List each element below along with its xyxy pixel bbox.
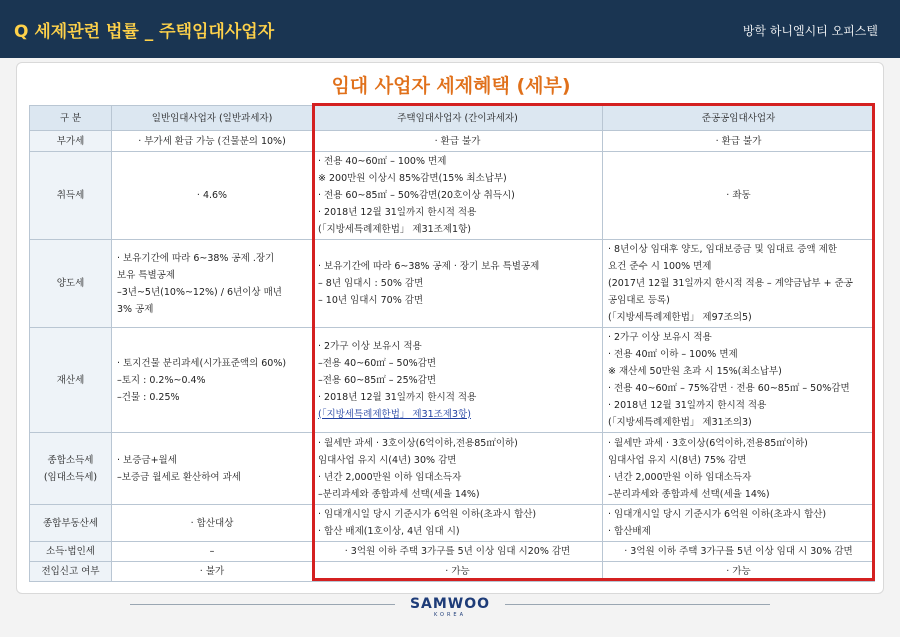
cell-line: · 합산배제 [608, 526, 651, 537]
cell-line: · 가능 [445, 566, 470, 577]
cell-line: · 보증금+월세 [117, 454, 177, 466]
cell-line: · 전용 60~85㎡ – 50%감면(20호이상 취득시) [318, 190, 515, 201]
table-row [30, 328, 875, 433]
public-cell [603, 562, 875, 582]
cell-line: · 년간 2,000만원 이하 임대소득자 [318, 471, 462, 483]
table-row [30, 240, 875, 328]
row-label [30, 131, 112, 152]
row-label [30, 240, 112, 328]
general-cell [112, 152, 313, 240]
general-cell [112, 433, 313, 505]
cell-line: · 보유기간에 따라 6~38% 공제 · 장기 보유 특별공제 [318, 261, 540, 272]
content-panel [16, 62, 884, 594]
public-cell [603, 505, 875, 542]
cell-line: · 토지건물 분리과세(시가표준액의 60%) [117, 357, 287, 369]
cell-line: ※ 재산세 50만원 초과 시 15%(최소납부) [608, 366, 782, 377]
header-title: Q 세제관련 법률 _ 주택임대사업자 [14, 22, 275, 42]
column-header: 구 분 [30, 106, 112, 131]
cell-line: –분리과세와 종합과세 선택(세율 14%) [318, 488, 480, 500]
table-row [30, 433, 875, 505]
cell-line: · 2018년 12월 31일까지 한시적 적용 [318, 207, 477, 218]
cell-line: · 월세만 과세 · 3호이상(6억이하,전용85㎡이하) [608, 437, 808, 449]
table-row [30, 542, 875, 562]
public-cell [603, 131, 875, 152]
cell-line: · 합산대상 [190, 517, 234, 529]
cell-line: 종합소득세 [47, 454, 94, 466]
cell-line: 양도세 [56, 278, 85, 289]
housing-cell [313, 328, 603, 433]
cell-line: · 2018년 12월 31일까지 한시적 적용 [318, 391, 477, 403]
logo-subtext: KOREA [434, 612, 466, 618]
cell-line: – 10년 임대시 70% 감면 [318, 295, 424, 306]
general-cell [112, 131, 313, 152]
cell-line: 공임대로 등록) [608, 295, 670, 306]
cell-line: · 부가세 환급 가능 (건물분의 10%) [138, 135, 286, 147]
cell-line: · 환급 불가 [715, 135, 762, 147]
cell-line: · 전용 40~60㎡ – 75%감면 · 전용 60~85㎡ – 50%감면 [608, 383, 850, 394]
cell-line: – [209, 546, 215, 557]
cell-line: (「지방세특례제한법」 제31조의3) [608, 417, 752, 428]
general-cell [112, 240, 313, 328]
housing-cell [313, 240, 603, 328]
cell-line: · 임대개시일 당시 기준시가 6억원 이하(초과시 합산) [318, 509, 537, 520]
column-header: 주택임대사업자 (간이과세자) [313, 106, 603, 131]
cell-line: –건물 : 0.25% [117, 391, 180, 403]
column-header: 준공공임대사업자 [603, 106, 875, 131]
housing-cell [313, 505, 603, 542]
housing-cell [313, 562, 603, 582]
cell-line: · 월세만 과세 · 3호이상(6억이하,전용85㎡이하) [318, 437, 518, 449]
cell-line: · 2가구 이상 보유시 적용 [318, 340, 422, 352]
public-cell [603, 240, 875, 328]
row-label [30, 328, 112, 433]
cell-line: (「지방세특례제한법」 제97조의5) [608, 312, 752, 323]
housing-cell [313, 542, 603, 562]
row-label [30, 542, 112, 562]
row-label [30, 433, 112, 505]
cell-line: · 합산 배제(1호이상, 4년 임대 시) [318, 526, 460, 537]
cell-line: –전용 40~60㎡ – 50%감면 [318, 357, 437, 369]
cell-line: · 불가 [199, 566, 225, 577]
top-banner [0, 0, 900, 58]
cell-line: · 전용 40㎡ 이하 – 100% 면제 [608, 349, 738, 360]
logo-text: SAMWOO [409, 596, 491, 612]
cell-line: · 임대개시일 당시 기준시가 6억원 이하(초과시 합산) [608, 509, 827, 520]
law-reference-link[interactable]: (「지방세특례제한법」 제31조제3항) [318, 408, 471, 420]
table-row [30, 562, 875, 582]
cell-line: 종합부동산세 [42, 517, 99, 529]
table-row [30, 131, 875, 152]
row-label [30, 152, 112, 240]
column-header: 일반임대사업자 (일반과세자) [112, 106, 313, 131]
cell-line: 소득·법인세 [46, 546, 95, 557]
cell-line: 보유 특별공제 [117, 269, 176, 281]
cell-line: · 2018년 12월 31일까지 한시적 적용 [608, 400, 767, 411]
cell-line: · 보유기간에 따라 6~38% 공제 .장기 [117, 252, 275, 264]
cell-line: 임대사업 유지 시(8년) 75% 감면 [608, 454, 747, 466]
housing-cell [313, 433, 603, 505]
row-label [30, 505, 112, 542]
table-header-row [30, 106, 875, 131]
housing-cell [313, 131, 603, 152]
cell-line: (2017년 12월 31일까지 한시적 적용 – 계약금납부 + 준공 [608, 278, 853, 289]
cell-line: –보증금 월세로 환산하여 과세 [117, 471, 241, 483]
general-cell [112, 328, 313, 433]
cell-line: · 4.6% [196, 190, 228, 201]
general-cell [112, 505, 313, 542]
cell-line: 재산세 [56, 374, 85, 386]
cell-line: – 8년 임대시 : 50% 감면 [318, 278, 424, 289]
public-cell [603, 152, 875, 240]
general-cell [112, 562, 313, 582]
cell-line: –3년~5년(10%~12%) / 6년이상 매년 [117, 286, 282, 298]
cell-line: · 년간 2,000만원 이하 임대소득자 [608, 471, 752, 483]
page-title: 임대 사업자 세제혜택 (세부) [331, 75, 571, 97]
footer-divider-left [130, 604, 395, 605]
cell-line: 3% 공제 [117, 303, 154, 315]
table-row [30, 505, 875, 542]
cell-line: · 8년이상 임대후 양도, 임대보증금 및 임대료 증액 제한 [608, 244, 837, 255]
cell-line: –분리과세와 종합과세 선택(세율 14%) [608, 488, 770, 500]
cell-line: 요건 준수 시 100% 면제 [608, 261, 712, 272]
cell-line: · 환급 불가 [434, 135, 481, 147]
cell-line: –토지 : 0.2%~0.4% [117, 374, 206, 386]
public-cell [603, 542, 875, 562]
cell-line: 임대사업 유지 시(4년) 30% 감면 [318, 454, 457, 466]
public-cell [603, 328, 875, 433]
footer-logo [405, 596, 495, 618]
cell-line: 부가세 [56, 135, 85, 147]
public-cell [603, 433, 875, 505]
cell-line: · 전용 40~60㎡ – 100% 면제 [318, 156, 447, 167]
cell-line: · 3억원 이하 주택 3가구를 5년 이상 임대 시 30% 감면 [624, 546, 853, 557]
tax-benefits-table [29, 105, 875, 582]
general-cell [112, 542, 313, 562]
housing-cell [313, 152, 603, 240]
cell-line: · 2가구 이상 보유시 적용 [608, 332, 712, 343]
cell-line: 전입신고 여부 [41, 566, 100, 577]
cell-line: –전용 60~85㎡ – 25%감면 [318, 374, 437, 386]
table-row [30, 152, 875, 240]
header-subtitle: 방학 하니엘시티 오피스텔 [742, 24, 878, 38]
cell-line: (임대소득세) [43, 471, 98, 483]
cell-line: · 3억원 이하 주택 3가구를 5년 이상 임대 시20% 감면 [344, 546, 571, 557]
footer-divider-right [505, 604, 770, 605]
cell-line: ※ 200만원 이상시 85%감면(15% 최소납부) [318, 173, 507, 184]
cell-line: (「지방세특례제한법」 제31조제1항) [318, 224, 471, 235]
cell-line: · 좌동 [726, 190, 751, 201]
row-label [30, 562, 112, 582]
cell-line: 취득세 [56, 190, 85, 201]
cell-line: · 가능 [726, 566, 751, 577]
